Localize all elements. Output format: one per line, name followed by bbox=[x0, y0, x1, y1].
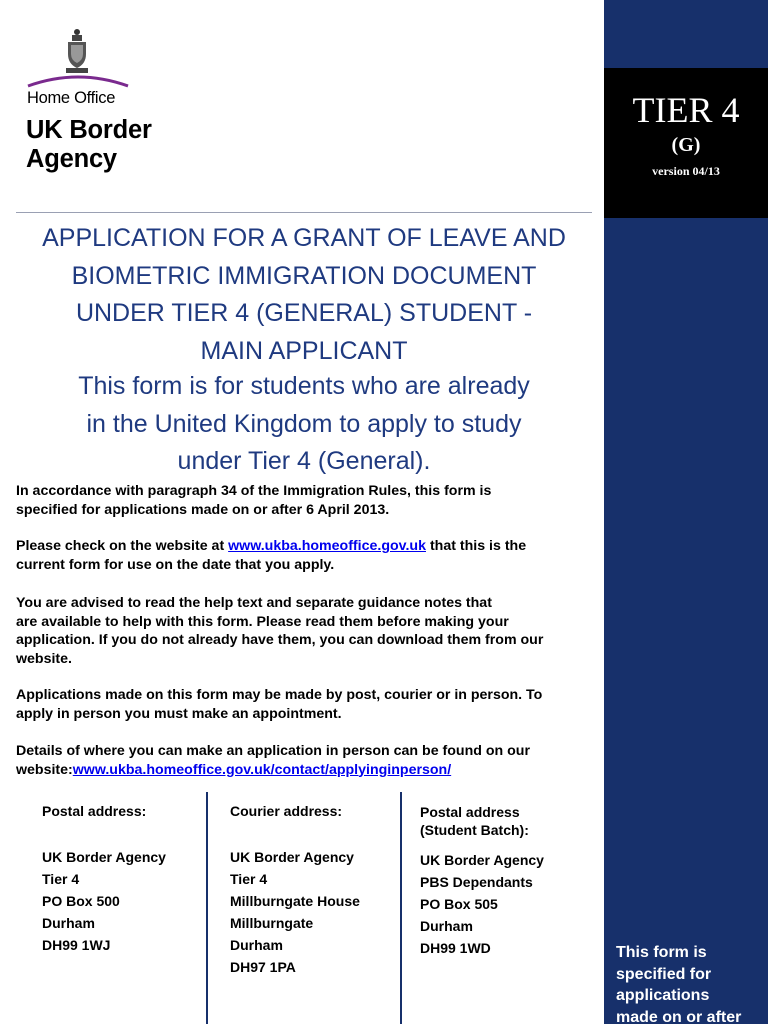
paragraph-line: website. bbox=[16, 650, 600, 669]
sidebar-note-line: specified for bbox=[616, 964, 764, 986]
address-line: UK Border Agency bbox=[42, 846, 166, 868]
paragraph-text: that this is the bbox=[426, 538, 526, 554]
address-heading: Postal address bbox=[420, 803, 544, 821]
page-subtitle bbox=[16, 368, 592, 481]
sidebar-note-line: applications bbox=[616, 985, 764, 1007]
address-line: UK Border Agency bbox=[420, 849, 544, 871]
paragraph-text: website: bbox=[16, 762, 73, 778]
address-line: Tier 4 bbox=[230, 868, 360, 890]
paragraph-line: Details of where you can make an application in person can be found on our bbox=[16, 742, 600, 761]
paragraph-line bbox=[16, 537, 600, 556]
subtitle-line: This form is for students who are already bbox=[16, 368, 592, 406]
paragraph-line: Applications made on this form may be made by post, courier or in person. To bbox=[16, 686, 600, 705]
title-line: UNDER TIER 4 (GENERAL) STUDENT - bbox=[16, 295, 592, 333]
ukba-website-link[interactable]: www.ukba.homeoffice.gov.uk bbox=[228, 538, 426, 554]
address-line: Durham bbox=[420, 915, 544, 937]
address-line: Durham bbox=[230, 934, 360, 956]
address-heading: (Student Batch): bbox=[420, 821, 544, 839]
title-line: APPLICATION FOR A GRANT OF LEAVE AND bbox=[16, 220, 592, 258]
paragraph-guidance bbox=[16, 594, 600, 668]
title-line: MAIN APPLICANT bbox=[16, 333, 592, 371]
subtitle-line: in the United Kingdom to apply to study bbox=[16, 406, 592, 444]
home-office-text: Home Office bbox=[27, 88, 115, 108]
address-line: DH97 1PA bbox=[230, 956, 360, 978]
address-line: UK Border Agency bbox=[230, 846, 360, 868]
spacer bbox=[230, 820, 360, 846]
postal-address bbox=[42, 802, 166, 956]
royal-crest-icon bbox=[62, 28, 92, 76]
tier-version: version 04/13 bbox=[604, 164, 768, 178]
paragraph-text: Please check on the website at bbox=[16, 538, 228, 554]
address-line: Millburngate bbox=[230, 912, 360, 934]
agency-line1: UK Border bbox=[26, 116, 152, 145]
address-line: Tier 4 bbox=[42, 868, 166, 890]
paragraph-applications bbox=[16, 686, 600, 723]
paragraph-line: In accordance with paragraph 34 of the Immigration Rules, this form is bbox=[16, 482, 600, 501]
column-divider bbox=[400, 792, 402, 1024]
paragraph-line: You are advised to read the help text and separate guidance notes that bbox=[16, 594, 600, 613]
paragraph-line bbox=[16, 761, 600, 780]
address-line: DH99 1WJ bbox=[42, 934, 166, 956]
spacer bbox=[420, 839, 544, 849]
paragraph-line: specified for applications made on or after 6 April 2013. bbox=[16, 501, 600, 520]
paragraph-line: application. If you do not already have them, you can download them from our bbox=[16, 631, 600, 650]
tier-subtitle: (G) bbox=[604, 134, 768, 156]
address-line: Millburngate House bbox=[230, 890, 360, 912]
paragraph-rules bbox=[16, 482, 600, 519]
address-heading: Postal address: bbox=[42, 802, 166, 820]
paragraph-line: current form for use on the date that you apply. bbox=[16, 556, 600, 575]
agency-line2: Agency bbox=[26, 145, 152, 174]
page-title bbox=[16, 220, 592, 370]
paragraph-line: are available to help with this form. Please read them before making your bbox=[16, 613, 600, 632]
paragraph-line: apply in person you must make an appointment. bbox=[16, 705, 600, 724]
sidebar-note bbox=[616, 942, 764, 1028]
address-heading: Courier address: bbox=[230, 802, 360, 820]
paragraph-in-person bbox=[16, 742, 600, 779]
subtitle-line: under Tier 4 (General). bbox=[16, 443, 592, 481]
address-line: DH99 1WD bbox=[420, 937, 544, 959]
column-divider bbox=[206, 792, 208, 1024]
address-line: PO Box 505 bbox=[420, 893, 544, 915]
sidebar-note-line: made on or after bbox=[616, 1007, 764, 1028]
courier-address bbox=[230, 802, 360, 978]
student-batch-address bbox=[420, 803, 544, 959]
agency-name bbox=[26, 116, 152, 174]
address-line: Durham bbox=[42, 912, 166, 934]
sidebar-note-line: This form is bbox=[616, 942, 764, 964]
home-office-logo bbox=[26, 26, 186, 186]
spacer bbox=[42, 820, 166, 846]
title-line: BIOMETRIC IMMIGRATION DOCUMENT bbox=[16, 258, 592, 296]
tier-box bbox=[604, 68, 768, 218]
paragraph-website-check bbox=[16, 537, 600, 574]
address-line: PBS Dependants bbox=[420, 871, 544, 893]
address-line: PO Box 500 bbox=[42, 890, 166, 912]
header-rule bbox=[16, 212, 592, 213]
logo-arc bbox=[26, 70, 130, 88]
tier-title: TIER 4 bbox=[604, 90, 768, 130]
apply-in-person-link[interactable]: www.ukba.homeoffice.gov.uk/contact/applyinginperson/ bbox=[73, 762, 451, 778]
